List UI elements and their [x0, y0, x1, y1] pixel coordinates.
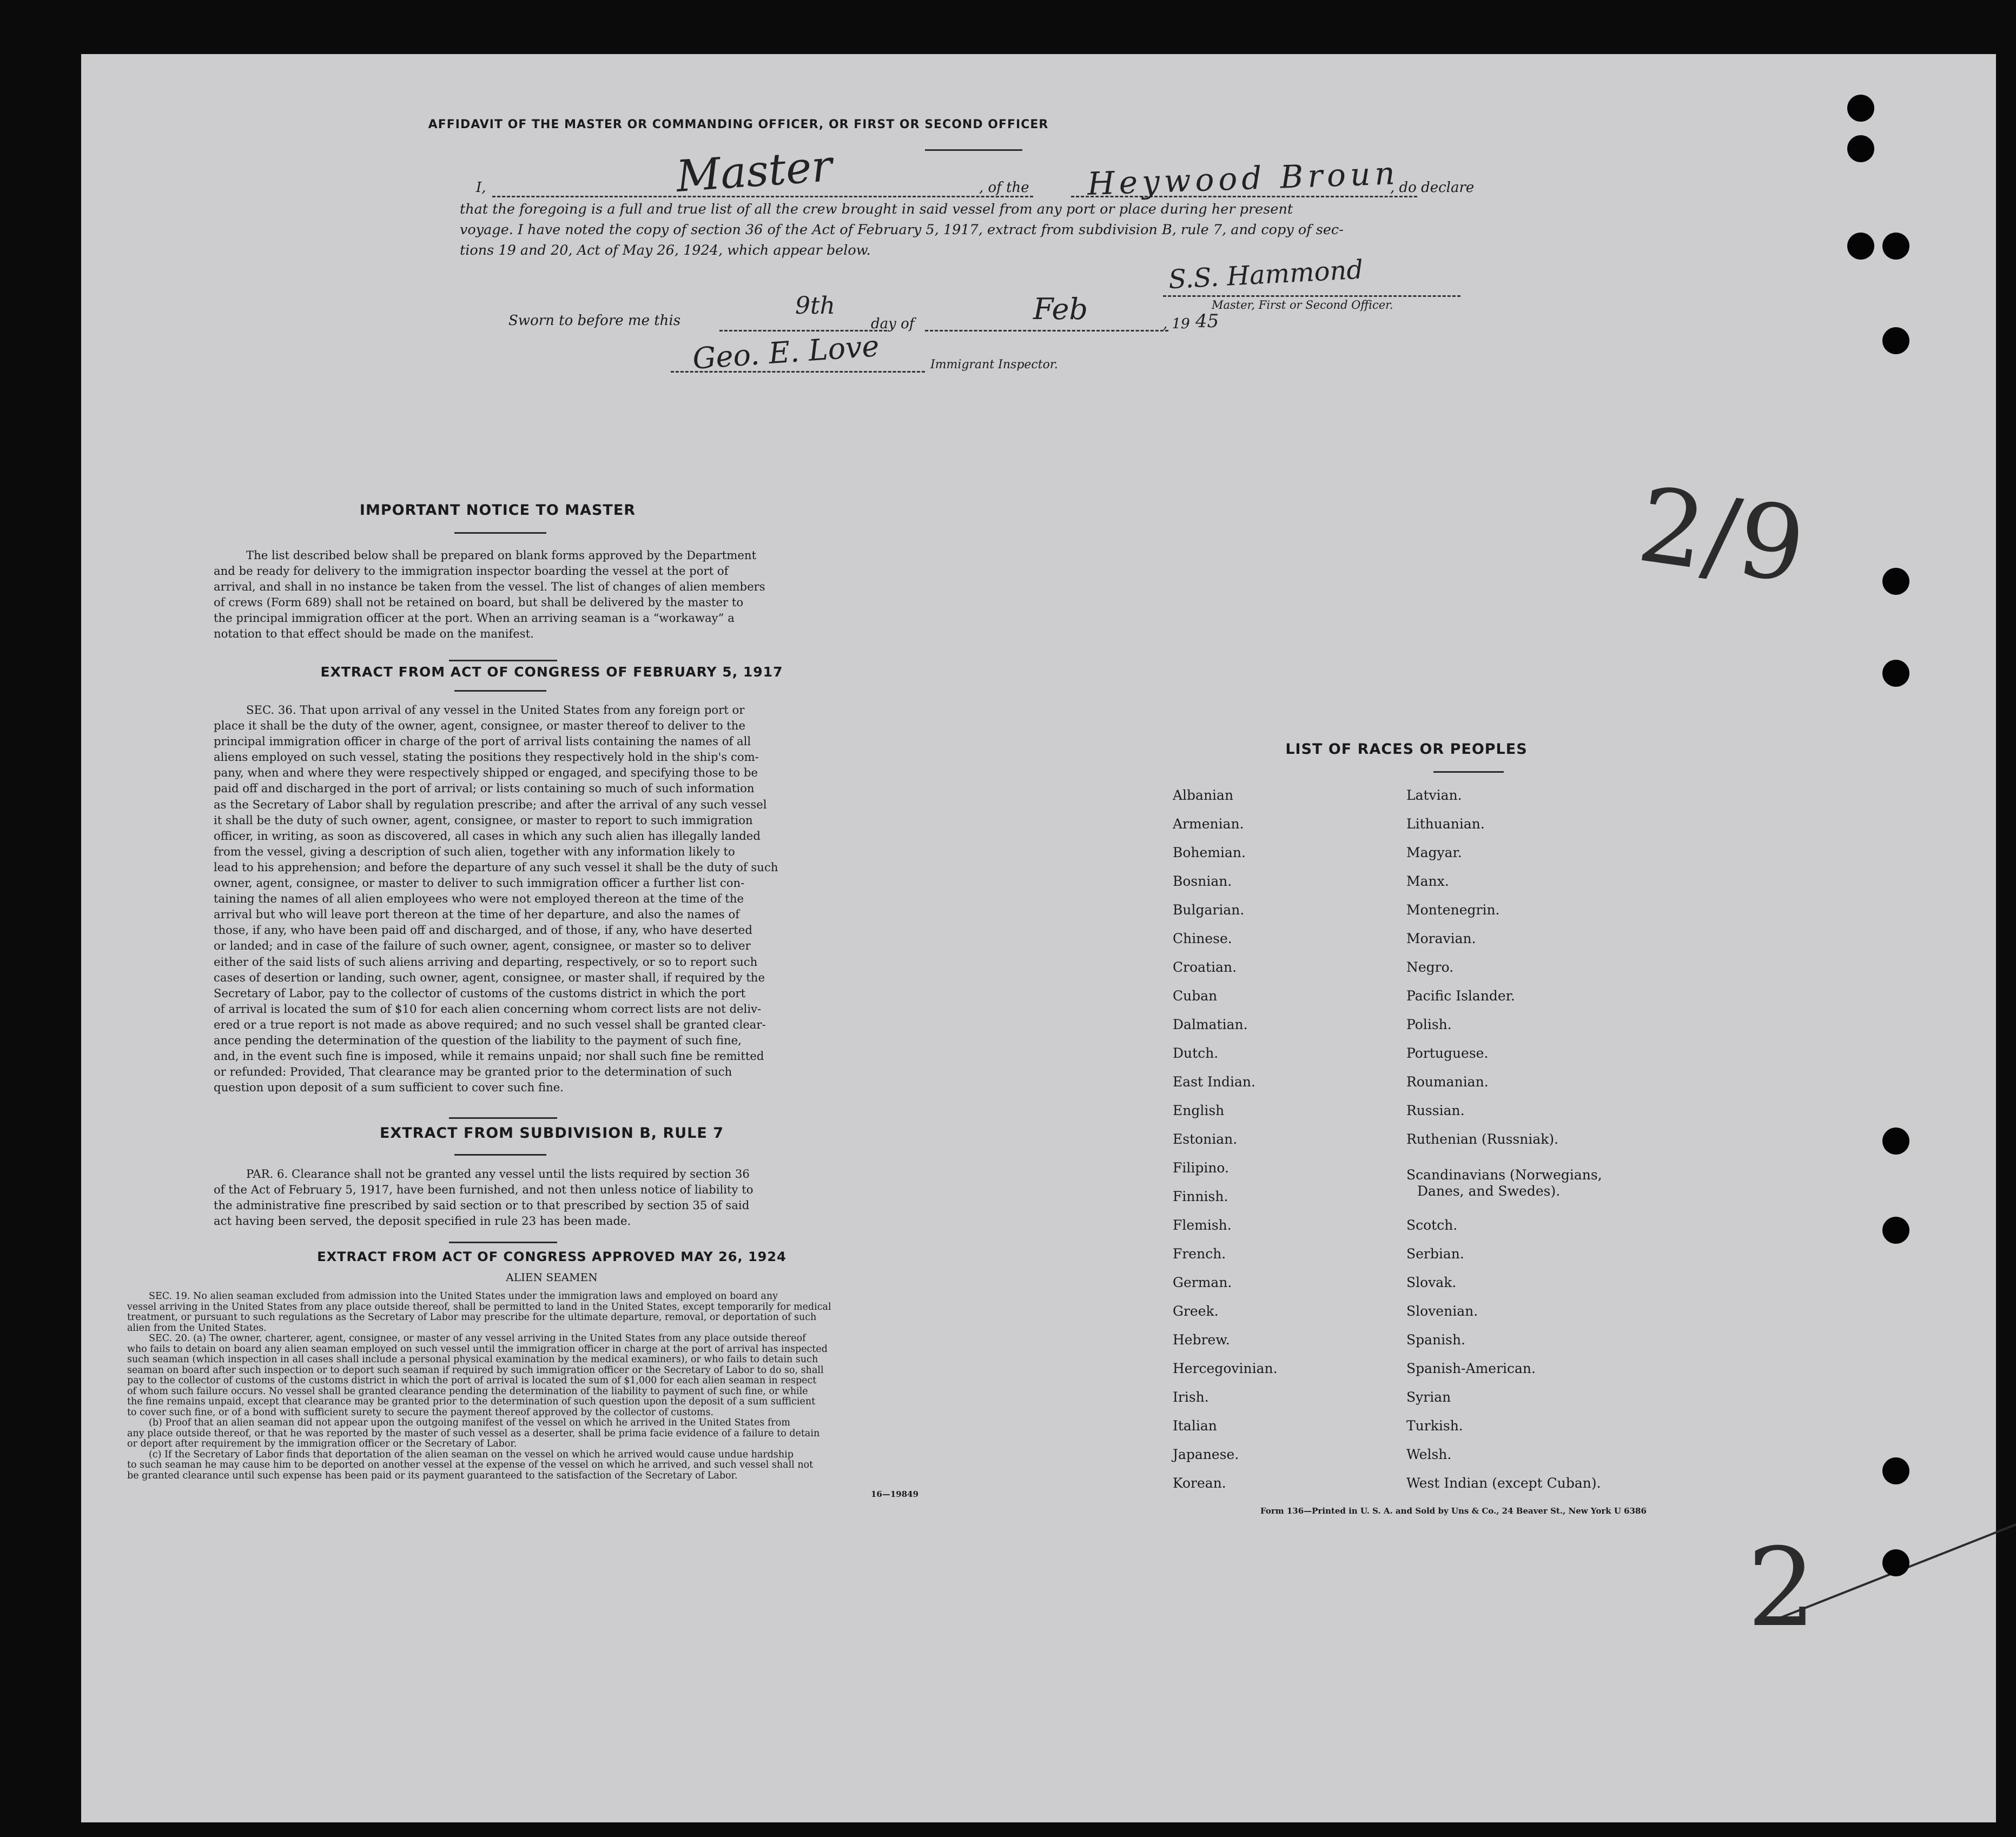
- day-of-label: day of: [871, 316, 915, 332]
- act1924-heading: EXTRACT FROM ACT OF CONGRESS APPROVED MAY 26, 1924: [317, 1249, 786, 1264]
- rule7-underline: [454, 1154, 546, 1156]
- race-left-item: Bosnian.: [1173, 873, 1232, 889]
- race-left-item: Finnish.: [1173, 1189, 1228, 1204]
- race-left-item: Dalmatian.: [1173, 1017, 1248, 1032]
- punch-hole: [1882, 1128, 1909, 1155]
- act1917-line: aliens employed on such vessel, stating the positions they respectively hold in the ship's com-: [214, 750, 759, 764]
- act1917-line: lead to his apprehension; and before the departure of any such vessel it shall be the duty of such: [214, 860, 778, 874]
- act1924-line: SEC. 20. (a) The owner, charterer, agent, consignee, or master of any vessel arriving in the United States from any place outside thereof: [149, 1333, 806, 1344]
- sworn-label: Sworn to before me this: [508, 313, 681, 329]
- act1917-line: question upon deposit of a sum sufficient to cover such fine.: [214, 1080, 564, 1095]
- affidavit-i-label: I,: [476, 180, 486, 196]
- race-right-item: Slovak.: [1406, 1275, 1457, 1290]
- race-right-item: Roumanian.: [1406, 1074, 1489, 1090]
- race-right-item: Turkish.: [1406, 1418, 1463, 1434]
- rule7-line: PAR. 6. Clearance shall not be granted any vessel until the lists required by section 36: [246, 1167, 750, 1181]
- race-left-item: French.: [1173, 1246, 1226, 1262]
- act1924-line: to such seaman he may cause him to be deported on another vessel at the expense of the vessel on which he arrived, and such vessel shall not: [127, 1460, 814, 1470]
- notice-line: the principal immigration officer at the port. When an arriving seaman is a “workaway” a: [214, 611, 735, 625]
- rule7-body: [214, 1166, 916, 1229]
- race-right-item: Latvian.: [1406, 787, 1462, 803]
- act1917-line: arrival but who will leave port thereon at the time of her departure, and also the names of: [214, 907, 740, 921]
- race-right-item: Magyar.: [1406, 845, 1462, 860]
- punch-hole: [1847, 95, 1874, 122]
- notice-heading: IMPORTANT NOTICE TO MASTER: [359, 502, 636, 519]
- race-right-item: Polish.: [1406, 1017, 1452, 1032]
- race-left-item: Dutch.: [1173, 1045, 1219, 1061]
- act1917-line: cases of desertion or landing, such owner, agent, consignee, or master shall, if required by the: [214, 970, 765, 984]
- act1917-line: place it shall be the duty of the owner, agent, consignee, or master thereof to deliver to the: [214, 719, 745, 733]
- act1917-body: [214, 702, 916, 1095]
- form-imprint: Form 136—Printed in U. S. A. and Sold by Uns & Co., 24 Beaver St., New York U 6386: [1260, 1506, 1647, 1516]
- act1917-heading: EXTRACT FROM ACT OF CONGRESS OF FEBRUARY 5, 1917: [320, 664, 783, 680]
- race-left-item: Korean.: [1173, 1475, 1226, 1491]
- race-left-item: German.: [1173, 1275, 1232, 1290]
- act1924-line: or deport after requirement by the immigration officer or the Secretary of Labor.: [127, 1438, 517, 1449]
- race-left-item: Italian: [1173, 1418, 1217, 1434]
- declaration-line-3: tions 19 and 20, Act of May 26, 1924, which appear below.: [460, 242, 871, 258]
- punch-hole: [1882, 233, 1909, 260]
- race-right-item: Danes, and Swedes).: [1417, 1183, 1561, 1199]
- race-left-item: Bulgarian.: [1173, 902, 1245, 918]
- act1924-line: vessel arriving in the United States from any place outside thereof, shall be permitted to land in the United States, except temporarily for medical: [127, 1301, 831, 1312]
- rule7-line: of the Act of February 5, 1917, have been furnished, and not then unless notice of liability to: [214, 1183, 753, 1196]
- race-right-item: Syrian: [1406, 1389, 1451, 1405]
- act1924-body: [127, 1291, 920, 1481]
- notice-line: The list described below shall be prepared on blank forms approved by the Department: [246, 548, 757, 562]
- inspector-caption: Immigrant Inspector.: [930, 358, 1058, 372]
- race-right-item: Lithuanian.: [1406, 816, 1485, 832]
- race-right-item: Serbian.: [1406, 1246, 1464, 1262]
- declaration-line-2: voyage. I have noted the copy of section 36 of the Act of February 5, 1917, extract from subdivision B, rule 7, and copy of sec-: [460, 222, 1344, 238]
- notice-line: notation to that effect should be made on the manifest.: [214, 627, 534, 640]
- race-left-item: Chinese.: [1173, 931, 1232, 946]
- act1924-line: to cover such fine, or of a bond with sufficient surety to secure the payment thereof approved by the collector of customs.: [127, 1407, 714, 1418]
- act1917-line: from the vessel, giving a description of such alien, together with any information likely to: [214, 844, 735, 858]
- act1924-subheading: ALIEN SEAMEN: [506, 1271, 598, 1284]
- punch-hole: [1882, 1217, 1909, 1244]
- act1924-line: be granted clearance until such expense has been paid or its payment guaranteed to the satisfaction of the Secretary of Labor.: [127, 1470, 738, 1481]
- act1917-line: or landed; and in case of the failure of such owner, agent, consignee, or master so to deliver: [214, 939, 751, 953]
- act1924-line: (b) Proof that an alien seaman did not appear upon the outgoing manifest of the vessel on which he arrived in the United States from: [149, 1417, 790, 1428]
- act1917-line: taining the names of all alien employees who were not employed thereon at the time of the: [214, 892, 744, 906]
- race-left-item: Hebrew.: [1173, 1332, 1230, 1348]
- race-right-item: Negro.: [1406, 959, 1454, 975]
- declaration-line-1: that the foregoing is a full and true list of all the crew brought in said vessel from any port or place during her present: [460, 201, 1293, 217]
- officer-signature-line: [1163, 295, 1460, 297]
- race-right-item: Slovenian.: [1406, 1303, 1478, 1319]
- race-right-item: Scotch.: [1406, 1217, 1458, 1233]
- officer-caption: Master, First or Second Officer.: [1212, 299, 1393, 311]
- race-left-item: Filipino.: [1173, 1160, 1229, 1176]
- race-left-item: Irish.: [1173, 1389, 1209, 1405]
- year-prefix: , 19: [1163, 316, 1190, 332]
- race-right-item: Pacific Islander.: [1406, 988, 1515, 1004]
- punch-hole: [1882, 1549, 1909, 1576]
- inspector-signature: Geo. E. Love: [691, 329, 881, 376]
- race-left-item: Hercegovinian.: [1173, 1361, 1278, 1376]
- punch-hole: [1882, 568, 1909, 595]
- act1924-line: seaman on board after such inspection or to deport such seaman if required by such immigration officer or the Secretary of Labor to do so, shall: [127, 1364, 824, 1376]
- act1917-line: principal immigration officer in charge of the port of arrival lists containing the names of all: [214, 734, 751, 748]
- race-right-item: Spanish.: [1406, 1332, 1466, 1348]
- act1917-line: SEC. 36. That upon arrival of any vessel in the United States from any foreign port or: [246, 703, 745, 717]
- title-underline: [925, 149, 1022, 151]
- act1917-line: pany, when and where they were respectively shipped or engaged, and specifying those to be: [214, 766, 758, 780]
- act1924-line: the fine remains unpaid, except that clearance may be granted prior to the determination of such question upon the deposit of a sum sufficient: [127, 1396, 816, 1407]
- act1917-line: ered or a true report is not made as above required; and no such vessel shall be granted clear-: [214, 1017, 766, 1031]
- act1924-line: alien from the United States.: [127, 1322, 267, 1334]
- year-handwritten: 45: [1195, 310, 1219, 332]
- of-the-text: , of the: [979, 180, 1029, 196]
- race-left-item: Estonian.: [1173, 1131, 1238, 1147]
- corner-annotation: 2: [1747, 1525, 1816, 1651]
- master-dotted-line: [492, 196, 1033, 197]
- act1924-line: SEC. 19. No alien seaman excluded from admission into the United States under the immigration laws and employed on board any: [149, 1291, 778, 1302]
- page-number-annotation: 2/9: [1631, 465, 1812, 607]
- punch-hole: [1882, 660, 1909, 687]
- rule7-line: act having been served, the deposit specified in rule 23 has been made.: [214, 1214, 631, 1228]
- punch-hole: [1882, 1457, 1909, 1484]
- affidavit-title: AFFIDAVIT OF THE MASTER OR COMMANDING OFFICER, OR FIRST OR SECOND OFFICER: [428, 118, 1049, 131]
- day-handwritten: 9th: [795, 292, 836, 320]
- act1917-line: either of the said lists of such aliens arriving and departing, respectively, or so to report such: [214, 954, 758, 969]
- act1917-line: ance pending the determination of the question of the liability to the payment of such fine,: [214, 1033, 742, 1047]
- notice-line: of crews (Form 689) shall not be retained on board, but shall be delivered by the master to: [214, 595, 744, 609]
- act1924-line: who fails to detain on board any alien seaman employed on such vessel until the immigration officer in charge at the port of arrival has inspected: [127, 1343, 828, 1355]
- act1917-line: those, if any, who have been paid off and discharged, and of those, if any, who have deserted: [214, 923, 752, 937]
- punch-hole: [1847, 135, 1874, 162]
- master-signature: S.S. Hammond: [1167, 254, 1364, 295]
- race-right-item: Manx.: [1406, 873, 1449, 889]
- race-left-item: Armenian.: [1173, 816, 1244, 832]
- act1917-line: as the Secretary of Labor shall by regulation prescribe; and after the arrival of any such vessel: [214, 797, 767, 811]
- race-left-item: Bohemian.: [1173, 845, 1246, 860]
- notice-divider: [449, 660, 557, 661]
- race-right-item: Montenegrin.: [1406, 902, 1500, 918]
- rule7-divider: [449, 1242, 557, 1243]
- race-right-item: Welsh.: [1406, 1447, 1452, 1462]
- punch-hole: [1882, 327, 1909, 354]
- act1917-line: officer, in writing, as soon as discovered, all cases in which any such alien has illegally landed: [214, 828, 761, 843]
- document-page: [81, 54, 1996, 1822]
- race-right-item: Portuguese.: [1406, 1045, 1489, 1061]
- rule7-line: the administrative fine prescribed by said section or to that prescribed by section 35 of said: [214, 1198, 750, 1212]
- notice-underline: [454, 532, 546, 534]
- race-left-item: Albanian: [1173, 787, 1234, 803]
- act1924-line: pay to the collector of customs of the customs district in which the port of arrival is located the sum of $1,000 for each alien seaman in respect: [127, 1375, 817, 1386]
- races-heading: LIST OF RACES OR PEOPLES: [1285, 741, 1528, 758]
- race-left-item: English: [1173, 1103, 1225, 1118]
- race-right-item: West Indian (except Cuban).: [1406, 1475, 1601, 1491]
- act1924-line: of whom such failure occurs. No vessel shall be granted clearance pending the determination of the liability to payment of such fine, or while: [127, 1385, 808, 1397]
- act1917-line: it shall be the duty of such owner, agent, consignee, or master to report to such immigration: [214, 813, 753, 827]
- do-declare-text: , do declare: [1390, 180, 1475, 196]
- race-right-item: Ruthenian (Russniak).: [1406, 1131, 1559, 1147]
- act1917-line: and, in the event such fine is imposed, while it remains unpaid; nor shall such fine be remitted: [214, 1049, 764, 1063]
- notice-line: and be ready for delivery to the immigration inspector boarding the vessel at the port of: [214, 564, 729, 578]
- master-handwritten: Master: [675, 141, 834, 202]
- act1917-line: of arrival is located the sum of $10 for each alien concerning whom correct lists are not deliv-: [214, 1002, 762, 1016]
- race-left-item: Japanese.: [1173, 1447, 1239, 1462]
- act1924-line: such seaman (which inspection in all cases shall include a personal physical examination by the medical examiners), or who fails to detain such: [127, 1354, 818, 1365]
- act1917-line: owner, agent, consignee, or master to deliver to such immigration officer a further list con-: [214, 876, 745, 890]
- act1924-line: (c) If the Secretary of Labor finds that deportation of the alien seaman on the vessel on which he arrived would cause undue hardship: [149, 1449, 794, 1460]
- act1917-line: or refunded: Provided, That clearance may be granted prior to the determination of such: [214, 1065, 732, 1079]
- race-left-item: Flemish.: [1173, 1217, 1232, 1233]
- race-right-item: Scandinavians (Norwegians,: [1406, 1167, 1602, 1183]
- act1917-underline: [454, 690, 546, 692]
- notice-body: [214, 547, 916, 641]
- act1917-line: paid off and discharged in the port of arrival; or lists containing so much of such information: [214, 781, 755, 795]
- rule7-heading: EXTRACT FROM SUBDIVISION B, RULE 7: [379, 1125, 724, 1142]
- act1924-line: treatment, or pursuant to such regulations as the Secretary of Labor may prescribe for the ultimate departure, removal, or deportation of such: [127, 1312, 817, 1323]
- race-left-item: East Indian.: [1173, 1074, 1255, 1090]
- races-underline: [1433, 771, 1504, 773]
- vessel-handwritten: Heywood Broun: [1086, 154, 1400, 203]
- race-right-item: Russian.: [1406, 1103, 1465, 1118]
- race-right-item: Spanish-American.: [1406, 1361, 1536, 1376]
- month-handwritten: Feb: [1033, 292, 1088, 326]
- race-right-item: Moravian.: [1406, 931, 1476, 946]
- punch-hole: [1847, 233, 1874, 260]
- race-left-item: Cuban: [1173, 988, 1218, 1004]
- act1924-line: any place outside thereof, or that he was reported by the master of such vessel as a deserter, shall be prima facie evidence of a failure to detain: [127, 1428, 820, 1439]
- act1917-divider: [449, 1117, 557, 1119]
- race-left-item: Greek.: [1173, 1303, 1219, 1319]
- act1917-line: Secretary of Labor, pay to the collector of customs of the customs district in which the port: [214, 986, 746, 1000]
- race-left-item: Croatian.: [1173, 959, 1237, 975]
- month-dotted-line: [925, 330, 1168, 331]
- notice-line: arrival, and shall in no instance be taken from the vessel. The list of changes of alien members: [214, 580, 765, 593]
- print-code: 16—19849: [871, 1489, 919, 1499]
